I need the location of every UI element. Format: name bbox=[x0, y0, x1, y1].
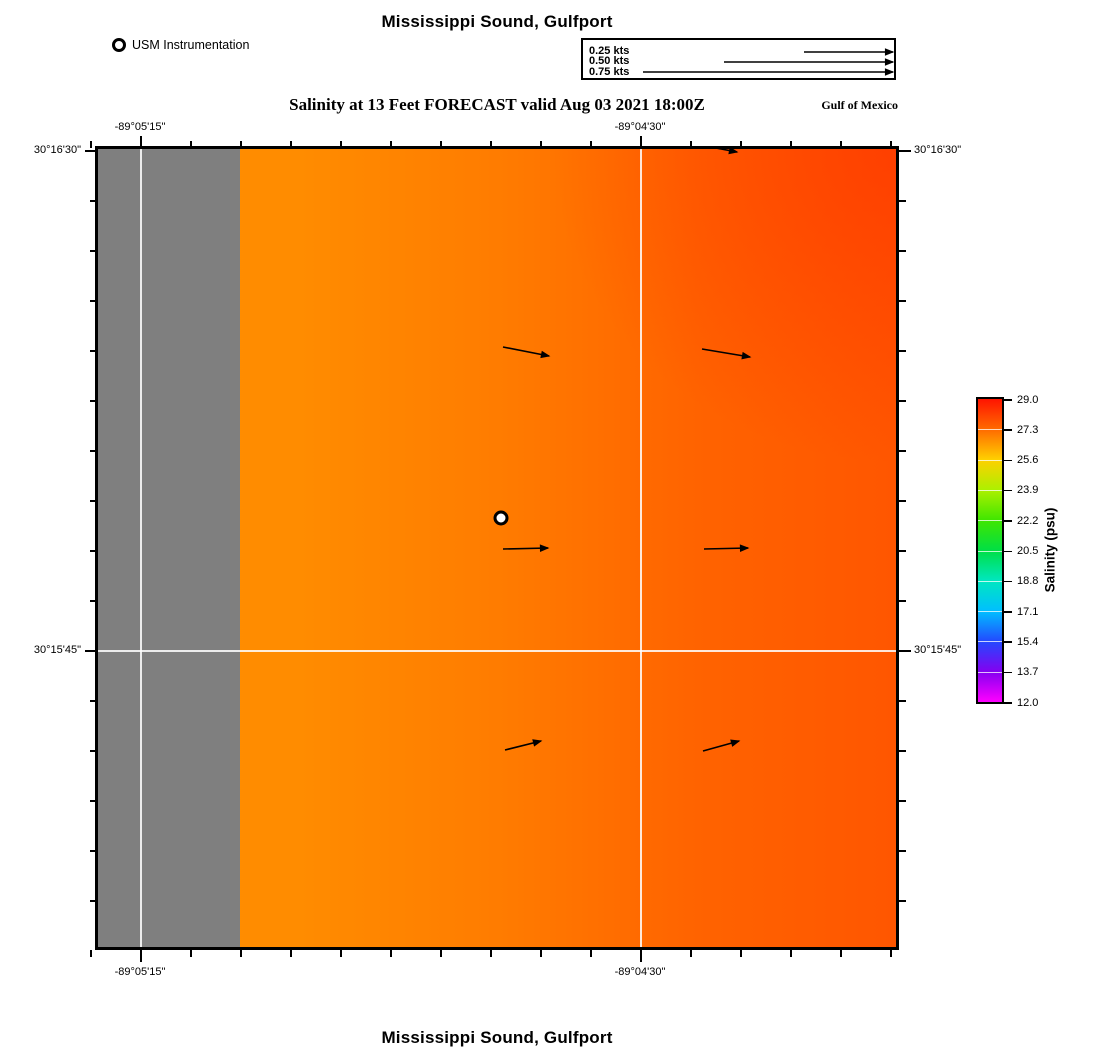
velocity-legend-label-075: 0.75 kts bbox=[589, 66, 630, 78]
colorbar-title: Salinity (psu) bbox=[1042, 507, 1058, 593]
velocity-scale-legend bbox=[581, 38, 896, 80]
salinity-map bbox=[97, 148, 897, 948]
region-label: Gulf of Mexico bbox=[821, 98, 898, 112]
usm-station-marker bbox=[494, 511, 509, 526]
page-title: Mississippi Sound, Gulfport bbox=[381, 12, 613, 31]
station-legend-label: USM Instrumentation bbox=[132, 38, 250, 52]
x-axis-label-top: -89°05'15" bbox=[114, 121, 166, 133]
station-legend bbox=[112, 37, 249, 53]
footer-title: Mississippi Sound, Gulfport bbox=[381, 1028, 613, 1047]
velocity-legend-label-050: 0.50 kts bbox=[589, 55, 630, 67]
colorbar-tick-label: 22.2 bbox=[1017, 514, 1039, 527]
velocity-scale-arrows bbox=[583, 40, 894, 78]
current-vector-arrows bbox=[97, 148, 897, 948]
colorbar-tick-label: 17.1 bbox=[1017, 605, 1039, 618]
colorbar-tick-label: 20.5 bbox=[1017, 545, 1039, 557]
colorbar-tick-label: 12.0 bbox=[1017, 696, 1039, 709]
velocity-legend-label-025: 0.25 kts bbox=[589, 45, 630, 57]
forecast-subtitle: Salinity at 13 Feet FORECAST valid Aug 03 2021 18:00Z bbox=[289, 95, 705, 114]
y-axis-label-left: 30°16'30" bbox=[33, 144, 81, 156]
colorbar-tick-label: 15.4 bbox=[1017, 635, 1039, 648]
x-axis-label-bottom: -89°05'15" bbox=[114, 966, 166, 978]
station-circle-icon bbox=[112, 38, 126, 52]
colorbar-tick-label: 25.6 bbox=[1017, 454, 1039, 467]
x-axis-label-bottom: -89°04'30" bbox=[614, 966, 666, 978]
y-axis-label-left: 30°15'45" bbox=[33, 644, 81, 656]
y-axis-label-right: 30°15'45" bbox=[914, 644, 962, 656]
colorbar-tick-label: 29.0 bbox=[1017, 393, 1039, 406]
y-axis-label-right: 30°16'30" bbox=[914, 144, 962, 156]
colorbar-tick-label: 13.7 bbox=[1017, 666, 1039, 679]
x-axis-label-top: -89°04'30" bbox=[614, 121, 666, 133]
colorbar-tick-label: 18.8 bbox=[1017, 575, 1039, 588]
colorbar bbox=[976, 397, 1004, 704]
colorbar-tick-label: 23.9 bbox=[1017, 484, 1039, 497]
colorbar-tick-label: 27.3 bbox=[1017, 423, 1039, 436]
